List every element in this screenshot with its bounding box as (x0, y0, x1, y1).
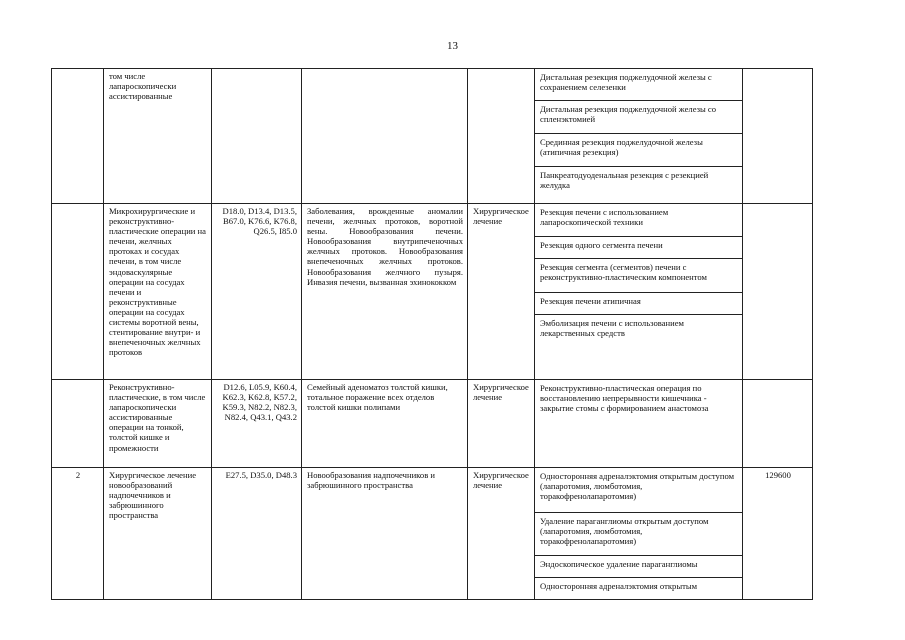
row-number (52, 204, 104, 380)
method-item: Эндоскопическое удаление параганглиомы (535, 556, 742, 578)
treatment-type: Хирургическое лечение (468, 380, 535, 468)
procedures-table (51, 68, 813, 600)
diagnosis-codes: E27.5, D35.0, D48.3 (212, 468, 302, 600)
method-item: Резекция печени атипичная (535, 293, 742, 315)
cost-value (743, 204, 813, 380)
diagnosis-codes (212, 69, 302, 204)
care-type-name: Хирургическое лечение новообразований надпочечников и забрюшинного пространства (104, 468, 212, 600)
diagnosis-codes: D12.6, L05.9, K60.4, K62.3, K62.8, K57.2, K59.3, N82.2, N82.3, N82.4, Q43.1, Q43.2 (212, 380, 302, 468)
care-type-name: том числе лапароскопически ассистированные (104, 69, 212, 204)
method-item: Односторонняя адреналэктомия открытым доступом (лапаротомия, люмботомия, торакофренолапаротомия) (535, 468, 742, 513)
method-item: Односторонняя адреналэктомия открытым (540, 581, 698, 591)
table-row (52, 69, 813, 204)
method-item: Резекция сегмента (сегментов) печени с реконструктивно-пластическим компонентом (535, 259, 742, 293)
treatment-type: Хирургическое лечение (468, 204, 535, 380)
treatment-type: Хирургическое лечение (468, 468, 535, 600)
row-number (52, 69, 104, 204)
method-item: Реконструктивно-пластическая операция по восстановлению непрерывности кишечника - закрытие стомы с формированием анастомоза (540, 383, 709, 414)
row-number: 2 (52, 468, 104, 600)
method-item: Дистальная резекция поджелудочной железы с сохранением селезенки (535, 69, 742, 101)
patient-model: Заболевания, врожденные аномалии печени, желчных протоков, воротной вены. Новообразования печени. Новообразования внутрипеченочных желчных протоков. Новообразования внепеченочных желчных протоков. Новообразования желчного пузыря. Инвазия печени, вызванная эхинококком (302, 204, 468, 380)
treatment-methods (535, 380, 743, 468)
method-item: Дистальная резекция поджелудочной железы со спленэктомией (535, 101, 742, 134)
cost-value (743, 380, 813, 468)
treatment-methods (535, 204, 743, 380)
cost-value: 129600 (743, 468, 813, 600)
method-item: Эмболизация печени с использованием лекарственных средств (540, 318, 684, 339)
row-number (52, 380, 104, 468)
table-row (52, 468, 813, 600)
diagnosis-codes: D18.0, D13.4, D13.5, B67.0, K76.6, K76.8, Q26.5, I85.0 (212, 204, 302, 380)
treatment-methods (535, 468, 743, 600)
table-row (52, 204, 813, 380)
treatment-methods (535, 69, 743, 204)
method-item: Удаление параганглиомы открытым доступом (лапаротомия, люмботомия, торакофренолапаротомия) (535, 513, 742, 556)
patient-model: Семейный аденоматоз толстой кишки, тотальное поражение всех отделов толстой кишки полипами (302, 380, 468, 468)
treatment-type (468, 69, 535, 204)
page-number: 13 (447, 40, 458, 52)
care-type-name: Реконструктивно-пластические, в том числе лапароскопически ассистированные операции на тонкой, толстой кишке и промежности (104, 380, 212, 468)
table-row (52, 380, 813, 468)
method-item: Панкреатодуоденальная резекция с резекцией желудка (540, 170, 709, 191)
cost-value (743, 69, 813, 204)
patient-model: Новообразования надпочечников и забрюшинного пространства (302, 468, 468, 600)
method-item: Срединная резекция поджелудочной железы (атипичная резекция) (535, 134, 742, 167)
method-item: Резекция одного сегмента печени (535, 237, 742, 259)
care-type-name: Микрохирургические и реконструктивно-пластические операции на печени, желчных протоках и сосудах печени, в том числе эндоваскулярные операции на сосудах печени и реконструктивные операции на сосудах системы воротной вены, стентирование внутри- и внепеченочных желчных протоков (104, 204, 212, 380)
patient-model (302, 69, 468, 204)
method-item: Резекция печени с использованием лапароскопической техники (535, 204, 742, 237)
